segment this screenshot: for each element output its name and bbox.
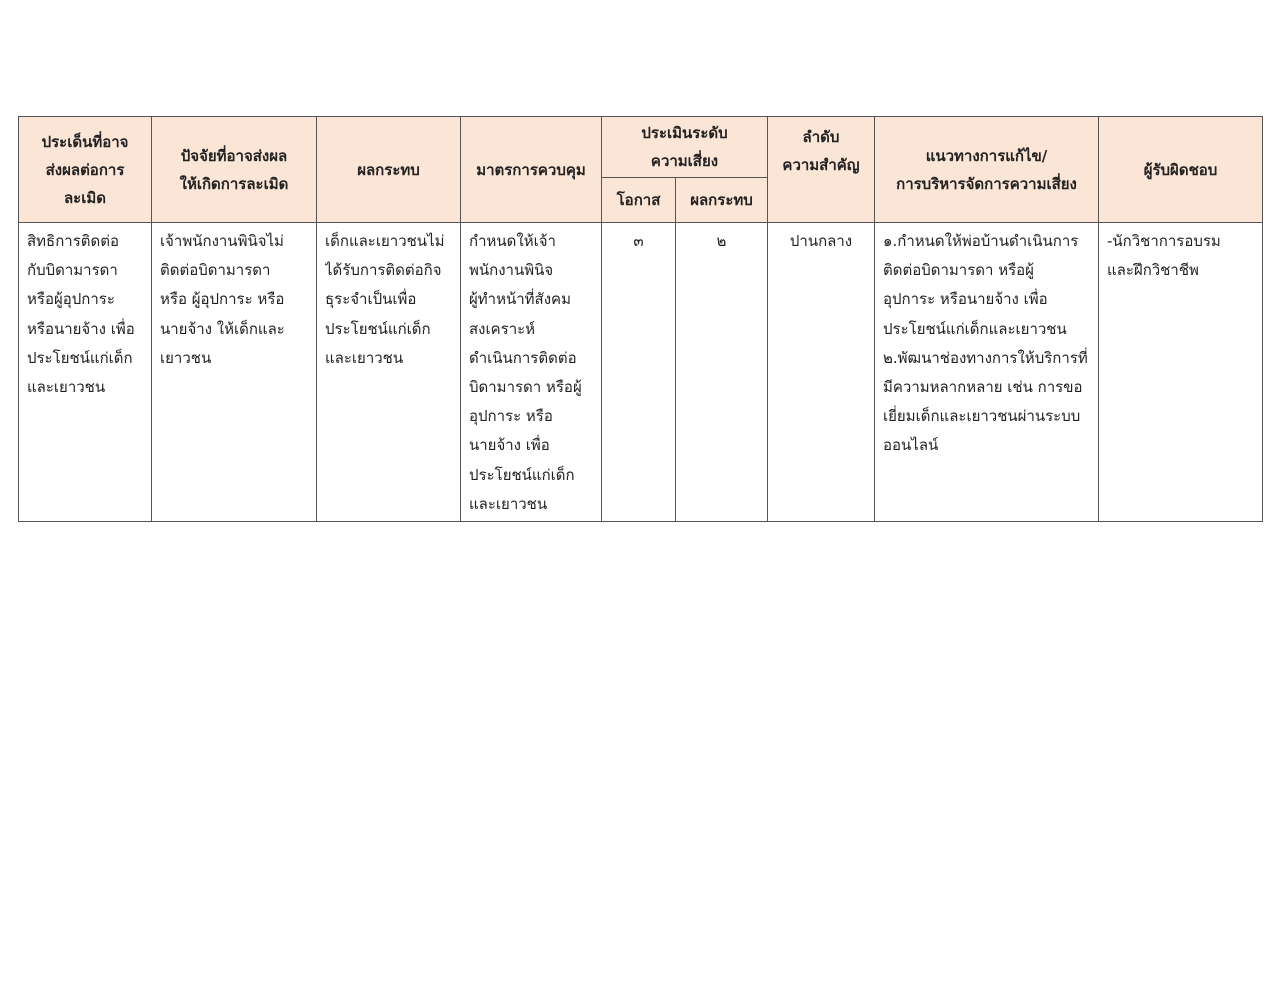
header-impact: ผลกระทบ bbox=[317, 117, 461, 223]
cell-solution: ๑.กำหนดให้พ่อบ้านดำเนินการ ติดต่อบิดามารดา หรือผู้ อุปการะ หรือนายจ้าง เพื่อ ประโยชน์แก่เด็กและเยาวชน ๒.พัฒนาช่องทางการให้บริการที่ มีความหลากหลาย เช่น การขอ เยี่ยมเด็กและเยาวชนผ่านระบบ ออนไลน์ bbox=[875, 223, 1099, 522]
table-row bbox=[19, 223, 1263, 522]
cell-control: กำหนดให้เจ้า พนักงานพินิจ ผู้ทำหน้าที่สังคม สงเคราะห์ ดำเนินการติดต่อ บิดามารดา หรือผู้ อุปการะ หรือ นายจ้าง เพื่อ ประโยชน์แก่เด็ก และเยาวชน bbox=[461, 223, 602, 522]
header-control: มาตรการควบคุม bbox=[461, 117, 602, 223]
cell-impact: เด็กและเยาวชนไม่ ได้รับการติดต่อกิจ ธุระจำเป็นเพื่อ ประโยชน์แก่เด็ก และเยาวชน bbox=[317, 223, 461, 522]
cell-responsible: -นักวิชาการอบรม และฝึกวิชาชีพ bbox=[1099, 223, 1263, 522]
cell-priority: ปานกลาง bbox=[768, 223, 875, 522]
cell-risk-impact: ๒ bbox=[676, 223, 768, 522]
header-solution: แนวทางการแก้ไข/ การบริหารจัดการความเสี่ยง bbox=[875, 117, 1099, 223]
header-priority: ลำดับ ความสำคัญ bbox=[768, 117, 875, 223]
header-issue: ประเด็นที่อาจ ส่งผลต่อการ ละเมิด bbox=[19, 117, 152, 223]
header-risk-level: ประเมินระดับ ความเสี่ยง bbox=[602, 117, 768, 178]
cell-issue: สิทธิการติดต่อ กับบิดามารดา หรือผู้อุปการะ หรือนายจ้าง เพื่อ ประโยชน์แก่เด็ก และเยาวชน bbox=[19, 223, 152, 522]
risk-assessment-table bbox=[18, 116, 1263, 522]
header-likelihood: โอกาส bbox=[602, 178, 676, 223]
header-responsible: ผู้รับผิดชอบ bbox=[1099, 117, 1263, 223]
cell-likelihood: ๓ bbox=[602, 223, 676, 522]
cell-factor: เจ้าพนักงานพินิจไม่ ติดต่อบิดามารดา หรือ ผู้อุปการะ หรือ นายจ้าง ให้เด็กและ เยาวชน bbox=[152, 223, 317, 522]
header-row bbox=[19, 117, 1263, 178]
header-risk-impact: ผลกระทบ bbox=[676, 178, 768, 223]
header-factor: ปัจจัยที่อาจส่งผล ให้เกิดการละเมิด bbox=[152, 117, 317, 223]
